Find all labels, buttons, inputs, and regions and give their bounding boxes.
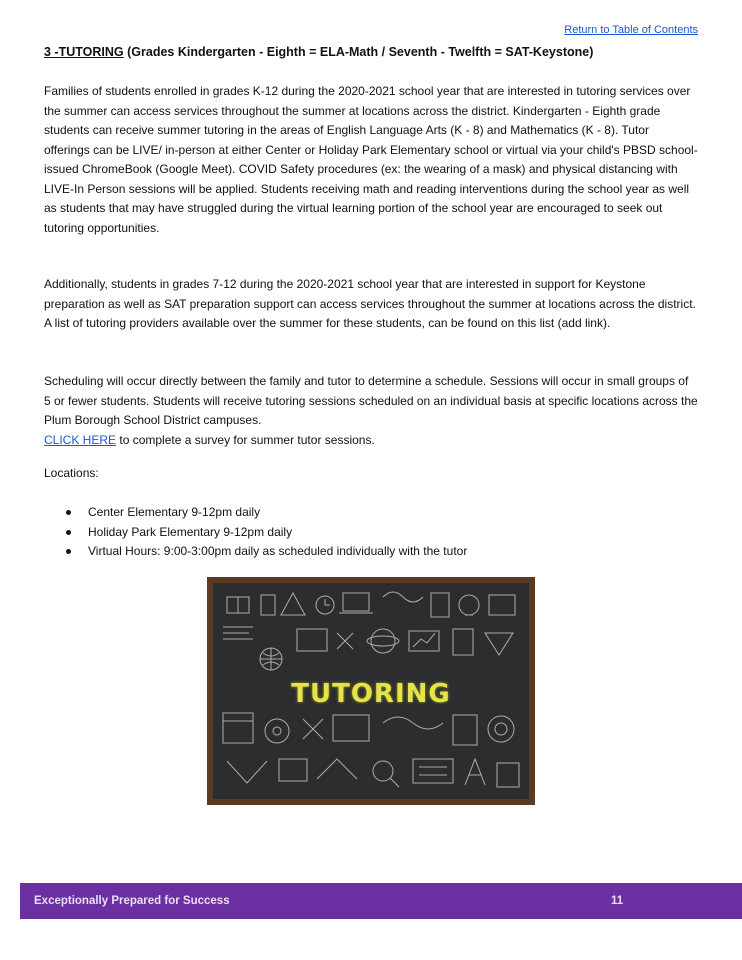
chalkboard bbox=[213, 583, 529, 799]
letter-doodle bbox=[465, 759, 485, 785]
wave-doodle bbox=[383, 592, 423, 602]
page-footer bbox=[20, 883, 742, 919]
paragraph-scheduling bbox=[44, 372, 698, 450]
location-item: Center Elementary 9-12pm daily bbox=[60, 503, 467, 523]
bulb-icon bbox=[459, 595, 479, 615]
location-item: Holiday Park Elementary 9-12pm daily bbox=[60, 523, 467, 543]
section-heading bbox=[44, 44, 704, 60]
return-to-toc-link[interactable]: Return to Table of Contents bbox=[564, 24, 698, 36]
footer-tagline: Exceptionally Prepared for Success bbox=[34, 895, 230, 907]
calendar-icon bbox=[223, 713, 253, 743]
tutoring-chalk-word: TUTORING bbox=[291, 679, 451, 709]
paragraph-intro: Families of students enrolled in grades K-12 during the 2020-2021 school year that are interested in tutoring services over the summer can access services throughout the summer at locations across the district. Kindergarten - Eighth grade students can receive summer tutoring in the areas of English Language Arts (K - 8) and Mathematics (K - 8). Tutor offerings can be LIVE/ in-person at either Center or Holiday Park Elementary school or virtual via your child's PBSD school-issued ChromeBook (Google Meet). COVID Safety procedures (ex: the wearing of a mask) and physical distancing with LIVE-In Person sessions will be applied. Students receiving math and reading interventions during the school year as well as students that may have struggled during the virtual learning portion of the school year are encouraged to seek out tutoring opportunities. bbox=[44, 84, 698, 235]
roof-doodle bbox=[317, 759, 357, 779]
page-number: 11 bbox=[611, 895, 624, 907]
phone-icon bbox=[431, 593, 449, 617]
gear-icon bbox=[265, 719, 289, 743]
locations-list bbox=[60, 503, 467, 562]
section-title: 3 -TUTORING bbox=[44, 45, 124, 59]
location-item: Virtual Hours: 9:00-3:00pm daily as scheduled individually with the tutor bbox=[60, 542, 467, 562]
survey-link-suffix: to complete a survey for summer tutor sessions. bbox=[116, 432, 375, 447]
paragraph-keystone-sat: Additionally, students in grades 7-12 during the 2020-2021 school year that are interested in support for Keystone preparation as well as SAT preparation support can access services throughout the summer at locations across the district. A list of tutoring providers available over the summer for these students, can be found on this list (add link). bbox=[44, 277, 696, 330]
section-grades: (Grades Kindergarten - Eighth = ELA-Math / Seventh - Twelfth = SAT-Keystone) bbox=[123, 45, 594, 59]
check-doodle bbox=[227, 761, 267, 783]
tutoring-chalkboard-image bbox=[207, 577, 535, 805]
monitor-icon bbox=[489, 595, 515, 615]
abacus-icon bbox=[497, 763, 519, 787]
scissors-doodle bbox=[303, 719, 323, 739]
squiggle-doodle bbox=[383, 717, 443, 729]
scheduling-text: Scheduling will occur directly between the family and tutor to determine a schedule. Sessions will occur in small groups of 5 or fewer students. Students will receive tutoring sessions scheduled on an individual basis at specific locations across the Plum Borough School District campuses. bbox=[44, 374, 698, 427]
atom-icon bbox=[371, 629, 395, 653]
triangle-icon bbox=[281, 593, 305, 615]
text-lines-doodle bbox=[223, 627, 253, 639]
tablet-icon bbox=[453, 715, 477, 745]
folder-icon bbox=[333, 715, 369, 741]
paper-icon bbox=[279, 759, 307, 781]
locations-label: Locations: bbox=[44, 466, 99, 480]
flask-icon bbox=[261, 595, 275, 615]
board-icon bbox=[297, 629, 327, 651]
ruler-icon bbox=[453, 629, 473, 655]
laptop-icon bbox=[343, 593, 369, 611]
target-icon bbox=[488, 716, 514, 742]
pyramid-icon bbox=[485, 633, 513, 655]
cross-doodle bbox=[337, 633, 353, 649]
survey-link[interactable]: CLICK HERE bbox=[44, 432, 117, 447]
calculator-icon bbox=[413, 759, 453, 783]
